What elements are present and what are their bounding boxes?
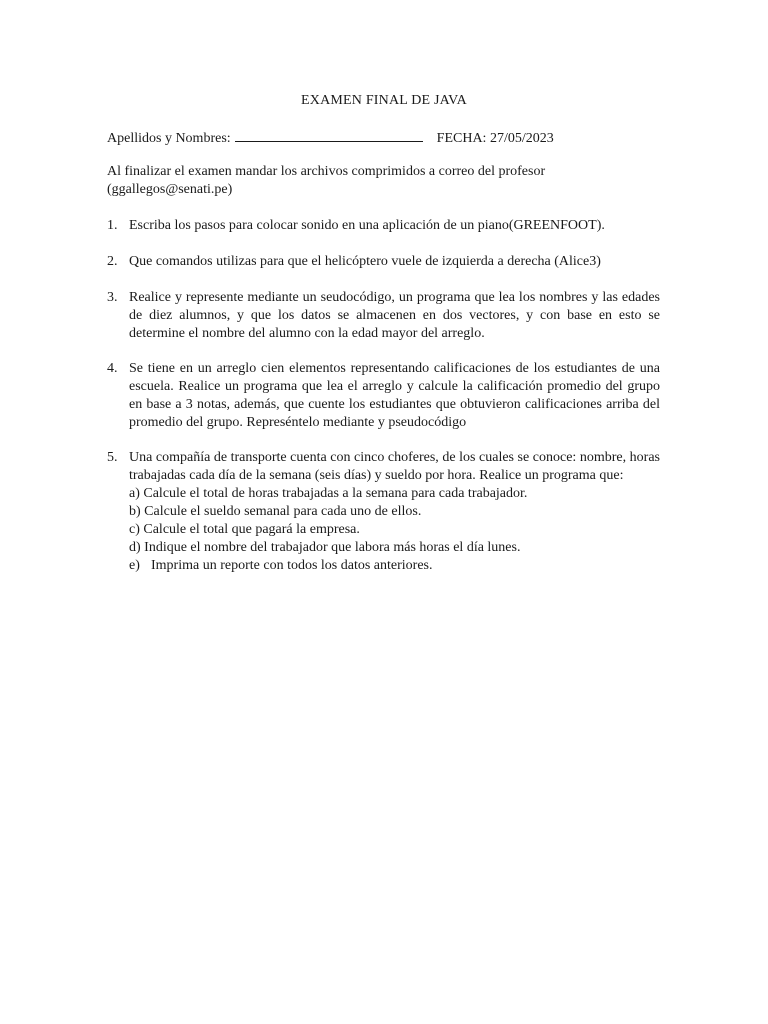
exam-title: EXAMEN FINAL DE JAVA [301, 93, 467, 108]
subitem-c: c) Calcule el total que pagará la empresa. [129, 522, 360, 537]
question-body [129, 449, 660, 575]
subitem-d: d) Indique el nombre del trabajador que labora más horas el día lunes. [129, 540, 521, 555]
question-number: 4. [107, 361, 118, 376]
question-text: Realice y represente mediante un seudocódigo, un programa que lea los nombres y las edades de diez alumnos, y que los datos se almacenen en dos vectores, y con base en esto se determine el nombre del alumno con la edad mayor del arreglo. [129, 290, 660, 341]
question-2 [107, 253, 660, 271]
name-label: Apellidos y Nombres: [107, 131, 231, 146]
question-text: Escriba los pasos para colocar sonido en una aplicación de un piano(GREENFOOT). [129, 218, 605, 233]
subitem-a: a) Calcule el total de horas trabajadas a la semana para cada trabajador. [129, 486, 528, 501]
question-text: Una compañía de transporte cuenta con cinco choferes, de los cuales se conoce: nombre, horas trabajadas cada día de la semana (seis días) y sueldo por hora. Realice un programa que: [129, 450, 660, 483]
question-number: 5. [107, 450, 118, 465]
exam-instructions: Al finalizar el examen mandar los archivos comprimidos a correo del profesor (ggallegos@senati.pe) [107, 164, 546, 197]
question-4 [107, 360, 660, 432]
question-1 [107, 217, 660, 235]
question-text: Que comandos utilizas para que el helicóptero vuele de izquierda a derecha (Alice3) [129, 254, 601, 269]
question-number: 3. [107, 290, 118, 305]
question-3 [107, 289, 660, 343]
subitem-e-text: Imprima un reporte con todos los datos anteriores. [151, 558, 433, 573]
subitem-e-label: e) [129, 558, 140, 573]
question-number: 2. [107, 254, 118, 269]
date-label: FECHA: 27/05/2023 [436, 131, 554, 146]
student-info-line [107, 128, 667, 148]
question-5 [107, 449, 660, 575]
subitem-e [129, 557, 660, 575]
subitem-b: b) Calcule el sueldo semanal para cada uno de ellos. [129, 504, 422, 519]
question-text: Se tiene en un arreglo cien elementos representando calificaciones de los estudiantes de una escuela. Realice un programa que lea el arreglo y calcule la calificación promedio del grupo en base a 3 notas, además, que cuente los estudiantes que obtuvieron calificaciones arriba del promedio del grupo. Represéntelo mediante y pseudocódigo [129, 361, 660, 430]
question-number: 1. [107, 218, 118, 233]
name-blank-line [235, 128, 423, 142]
